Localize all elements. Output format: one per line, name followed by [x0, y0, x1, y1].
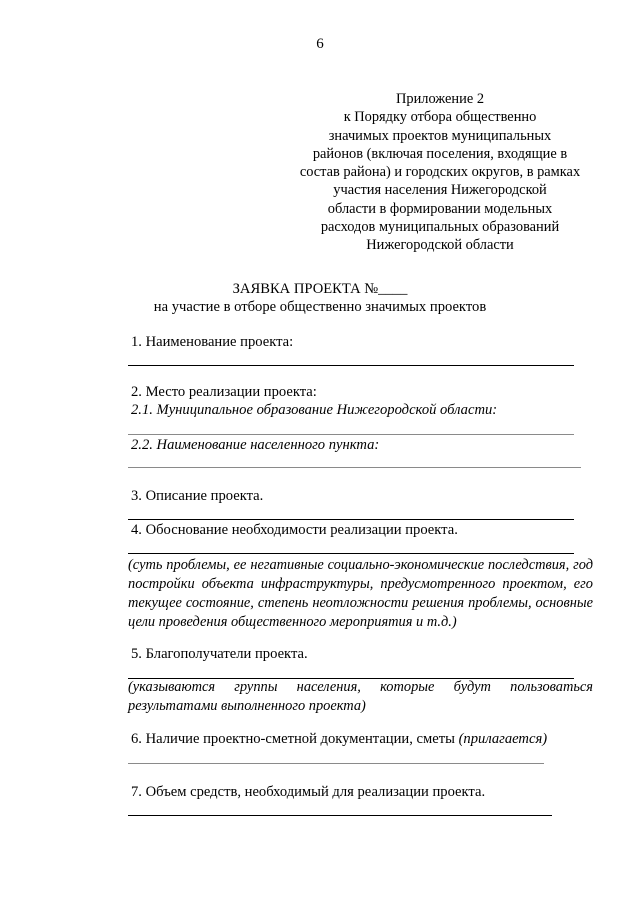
item-2-2-fill-line[interactable] [128, 467, 581, 468]
appendix-line: Приложение 2 [395, 91, 485, 107]
appendix-line: значимых проектов муниципальных [328, 127, 552, 144]
appendix-line: расходов муниципальных образований [320, 219, 560, 236]
appendix-line: участия населения Нижегородской [333, 182, 547, 199]
appendix-header [285, 90, 595, 255]
item-3-label: 3. Описание проекта. [131, 488, 264, 504]
item-6-fill-line[interactable] [128, 763, 544, 764]
item-2-1-fill-line[interactable] [128, 434, 574, 435]
item-6-note: (прилагается) [458, 731, 548, 747]
item-6-label [131, 731, 547, 748]
page-number: 6 [316, 36, 324, 52]
item-5-label: 5. Благополучатели проекта. [131, 646, 308, 662]
item-7-label: 7. Объем средств, необходимый для реализации проекта. [131, 784, 486, 800]
item-1-label: 1. Наименование проекта: [131, 334, 294, 350]
item-6-text: 6. Наличие проектно-сметной документации, сметы [131, 731, 455, 747]
appendix-line: Нижегородской области [366, 237, 514, 254]
item-4-note: (суть проблемы, ее негативные социально-экономические последствия, год постройки объекта инфраструктуры, предусмотренного проектом, его текущее состояние, степень неотложности решения проблемы, основные цели проведения общественного мероприятия и т.д.) [128, 557, 593, 630]
item-2-label: 2. Место реализации проекта: [131, 384, 317, 400]
item-5-note: (указываются группы населения, которые будут пользоваться результатами выполненного проекта) [128, 679, 593, 714]
appendix-line: к Порядку отбора общественно [343, 109, 537, 126]
item-2-1-label: 2.1. Муниципальное образование Нижегородской области: [131, 402, 498, 418]
item-4-label: 4. Обоснование необходимости реализации проекта. [131, 522, 458, 538]
item-3-fill-line[interactable] [128, 519, 574, 520]
item-1-fill-line[interactable] [128, 365, 574, 366]
item-4-fill-line[interactable] [128, 553, 574, 554]
application-title: ЗАЯВКА ПРОЕКТА №____ [232, 281, 408, 297]
appendix-line: районов (включая поселения, входящие в [312, 145, 568, 162]
application-subtitle: на участие в отборе общественно значимых проектов [153, 299, 487, 315]
item-7-fill-line[interactable] [128, 815, 552, 816]
appendix-line: состав района) и городских округов, в рамках [299, 164, 581, 181]
item-2-2-label: 2.2. Наименование населенного пункта: [131, 437, 380, 453]
appendix-line: области в формировании модельных [327, 200, 553, 217]
